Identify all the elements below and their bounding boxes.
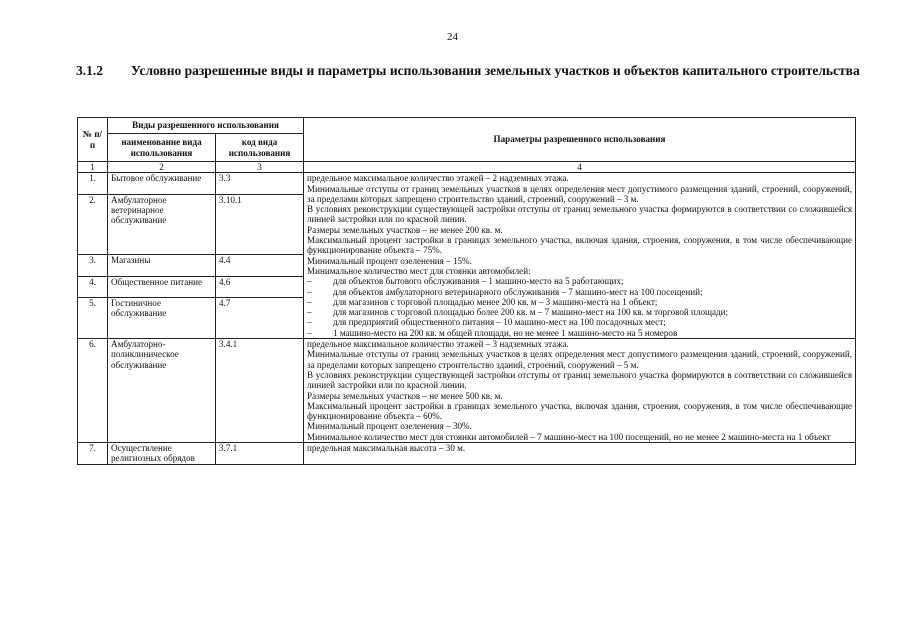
- param-line: предельная максимальная высота – 30 м.: [307, 443, 466, 454]
- use-name: Осуществление религиозных обрядов: [108, 443, 216, 465]
- params-cell-row7: [304, 443, 856, 465]
- param-line: В условиях реконструкции существующей застройки отступы от границ земельного участка формируются в соответствии со сложившейся линией застройки или по красной линии.: [307, 369, 853, 391]
- dash-bullet: –: [307, 286, 312, 297]
- param-line: В условиях реконструкции существующей застройки отступы от границ земельного участка формируются в соответствии со сложившейся линией застройки или по красной линии.: [307, 204, 853, 225]
- dash-bullet: –: [307, 307, 312, 318]
- param-line: предельное максимальное количество этажей – 2 надземных этажа.: [307, 173, 569, 184]
- row-number: 1.: [78, 173, 108, 194]
- index-cell: 4: [304, 162, 856, 173]
- dash-bullet: –: [307, 317, 312, 328]
- use-name: Магазины: [108, 255, 216, 276]
- params-cell-row6: [304, 339, 856, 443]
- list-item: [307, 276, 852, 286]
- list-item-text: для предприятий общественного питания – 10 машино-мест на 100 посадочных мест;: [333, 317, 666, 328]
- index-cell: 2: [108, 162, 216, 173]
- use-name: Общественное питание: [108, 276, 216, 297]
- page-number: 24: [447, 31, 458, 43]
- list-item-text: 1 машино-место на 200 кв. м общей площади, но не менее 1 машино-место на 5 номеров: [333, 327, 678, 338]
- index-cell: 3: [216, 162, 304, 173]
- table-row: [78, 173, 856, 194]
- section-title: Условно разрешенные виды и параметры использования земельных участков и объектов капитального строительства: [131, 63, 860, 78]
- param-line: Минимальные отступы от границ земельных участков в целях определения мест допустимого размещения зданий, строений, сооружений, за пределами которых запрещено строительство зданий, строений, сооружений – 3 м.: [307, 183, 853, 204]
- header-code: код вида использования: [216, 134, 304, 162]
- land-use-table: [77, 117, 856, 465]
- param-line: Минимальное количество мест для стоянки автомобилей:: [307, 265, 531, 276]
- row-number: 5.: [78, 298, 108, 339]
- use-name: Бытовое обслуживание: [108, 173, 216, 194]
- list-item: [307, 328, 852, 338]
- dash-bullet: –: [307, 296, 312, 307]
- row-number: 2.: [78, 194, 108, 254]
- use-code: 4.7: [216, 298, 304, 339]
- use-code: 3.4.1: [216, 339, 304, 443]
- use-name: Амбулаторное ветеринарное обслуживание: [108, 194, 216, 254]
- param-line: Минимальный процент озеленения – 15%.: [307, 255, 472, 266]
- list-item: [307, 307, 852, 317]
- use-name: Амбулаторно-поликлиническое обслуживание: [108, 339, 216, 443]
- list-item-text: для объектов бытового обслуживания – 1 машино-место на 5 работающих;: [333, 276, 624, 287]
- use-code: 3.3: [216, 173, 304, 194]
- param-line: Максимальный процент застройки в границах земельного участка, включая здания, строения, сооружения, в том числе обеспечивающие функционирование объекта – 75%.: [307, 235, 853, 256]
- row-number: 4.: [78, 276, 108, 297]
- header-group: Виды разрешенного использования: [108, 118, 304, 134]
- list-item-text: для магазинов с торговой площадью более 200 кв. м – 7 машино-мест на 100 кв. м торговой площади;: [333, 307, 729, 318]
- dash-bullet: –: [307, 327, 312, 338]
- index-cell: 1: [78, 162, 108, 173]
- header-params: Параметры разрешенного использования: [304, 118, 856, 162]
- row-number: 6.: [78, 339, 108, 443]
- table-row: [78, 339, 856, 443]
- header-name: наименование вида использования: [108, 134, 216, 162]
- list-item: [307, 297, 852, 307]
- param-line: Максимальный процент застройки в границах земельного участка, включая здания, строения, сооружения, в том числе обеспечивающие функционирование объекта – 60%.: [307, 400, 853, 422]
- param-line: Минимальные отступы от границ земельных участков в целях определения мест допустимого размещения зданий, строений, сооружений, за пределами которых запрещено строительство зданий, строений, сооружений – 5 м.: [307, 349, 853, 370]
- list-item-text: для объектов амбулаторного ветеринарного обслуживания – 7 машино-мест на 100 посещений;: [333, 286, 703, 297]
- list-item: [307, 287, 852, 297]
- row-number: 3.: [78, 255, 108, 276]
- dash-bullet: –: [307, 276, 312, 287]
- param-line: Минимальный процент озеленения – 30%.: [307, 421, 472, 432]
- use-name: Гостиничное обслуживание: [108, 298, 216, 339]
- table-row: [78, 443, 856, 465]
- use-code: 4.6: [216, 276, 304, 297]
- param-line: предельное максимальное количество этажей – 3 надземных этажа.: [307, 339, 569, 350]
- list-item-text: для магазинов с торговой площадью менее 200 кв. м – 3 машино-места на 1 объект;: [333, 296, 658, 307]
- row-number: 7.: [78, 443, 108, 465]
- use-code: 3.7.1: [216, 443, 304, 465]
- param-line: Размеры земельных участков – не менее 200 кв. м.: [307, 224, 503, 235]
- params-cell-group1: [304, 173, 856, 339]
- use-code: 3.10.1: [216, 194, 304, 254]
- param-line: Размеры земельных участков – не менее 500 кв. м.: [307, 390, 503, 401]
- section-number: 3.1.2: [76, 63, 103, 78]
- param-line: Минимальное количество мест для стоянки автомобилей – 7 машино-мест на 100 посещений, но не менее 2 машино-места на 1 объект: [307, 431, 831, 442]
- list-item: [307, 317, 852, 327]
- header-num: № п/п: [78, 118, 108, 162]
- use-code: 4.4: [216, 255, 304, 276]
